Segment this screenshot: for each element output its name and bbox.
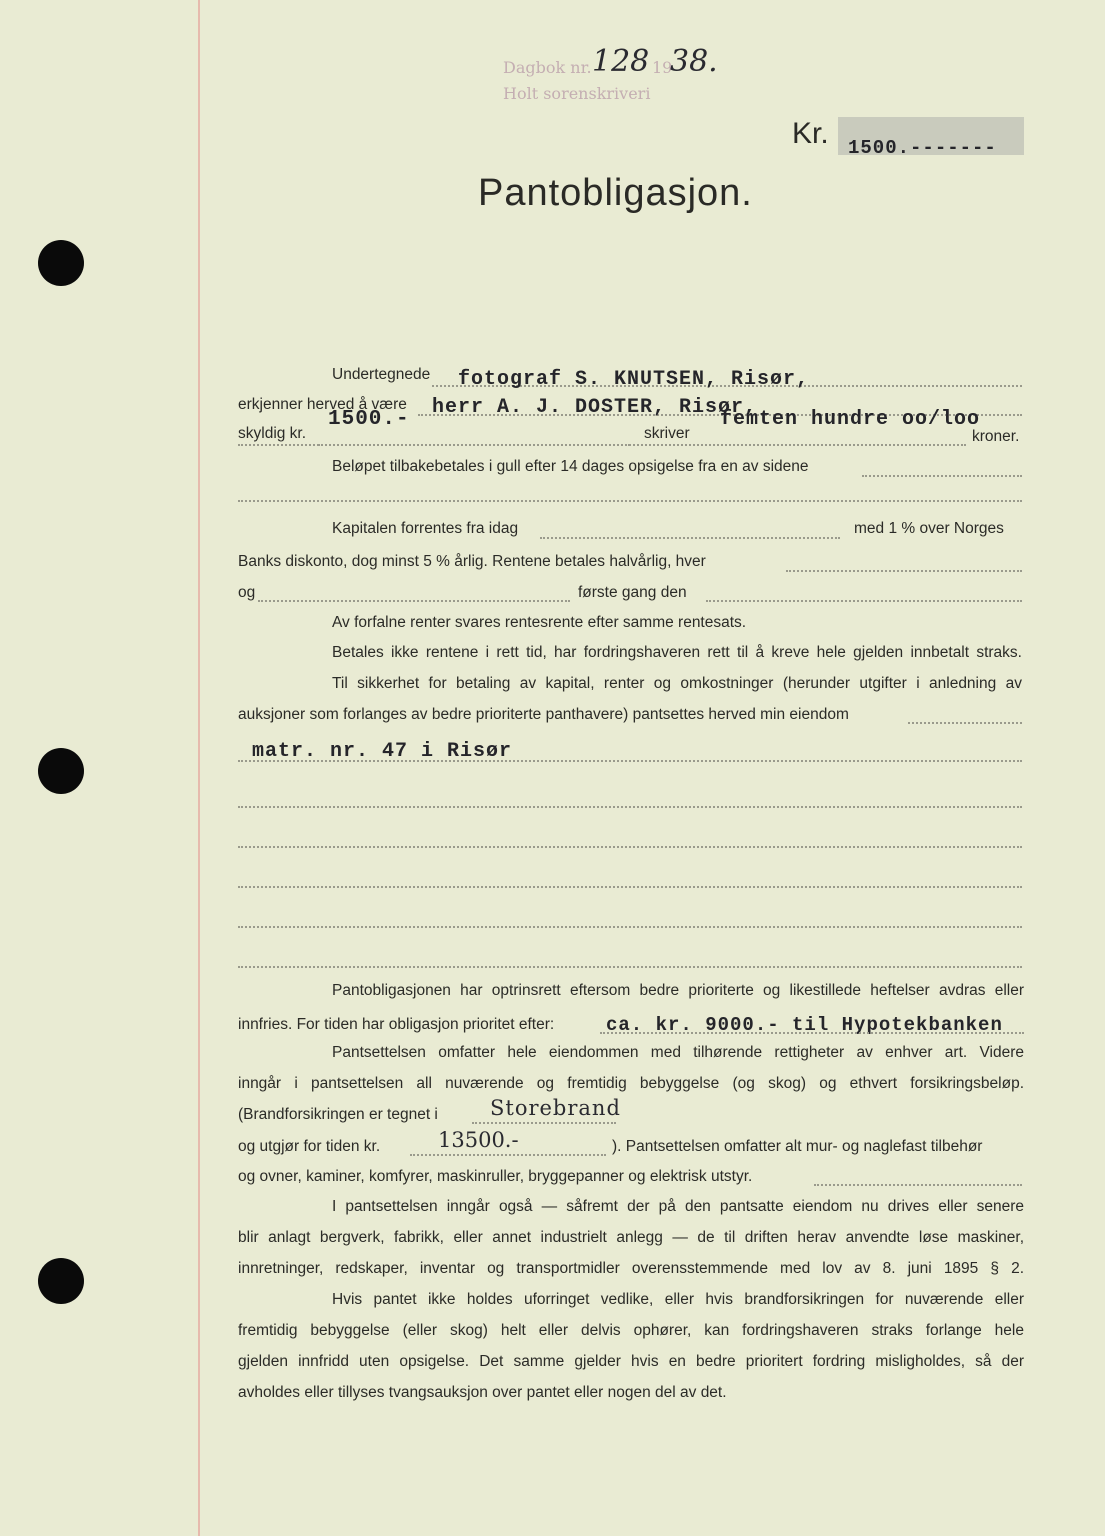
- insured-amount-value: 13500.-: [438, 1128, 519, 1152]
- scope-text-1: Pantsettelsen omfatter hele eiendommen med tilhørende rettigheter av enhver art. Videre: [332, 1044, 1024, 1061]
- stamp-dagbok-number: 128: [592, 44, 650, 79]
- maintenance-text-1: Hvis pantet ikke holdes uforringet vedlike, eller hvis brandforsikringen for nuværende eller: [332, 1291, 1024, 1308]
- interest-from-text: Kapitalen forrentes fra idag: [332, 520, 519, 537]
- security-text-2: auksjoner som forlanges av bedre prioriterte panthavere) pantsettes herved min eiendom: [238, 706, 849, 723]
- stamp-court: Holt sorenskriveri: [503, 84, 651, 103]
- punch-hole-middle: [38, 748, 84, 794]
- interest-rate-text: med 1 % over Norges: [854, 520, 1004, 537]
- insured-amount-suffix: ). Pantsettelsen omfatter alt mur- og naglefast tilbehør: [612, 1138, 983, 1155]
- first-time-line: [706, 600, 1022, 602]
- undersigned-label: Undertegnede: [332, 366, 431, 383]
- bank-discount-line: [786, 570, 1022, 572]
- kroner-label: kroner.: [972, 428, 1020, 445]
- security-text-1: Til sikkerhet for betaling av kapital, renter og omkostninger (herunder utgifter i anledning av: [332, 675, 1022, 692]
- repayment-line-2: [238, 500, 1022, 502]
- security-line: [908, 722, 1022, 724]
- maintenance-text-3: gjelden innfridd uten opsigelse. Det samme gjelder hvis en bedre prioritert fordring misligholdes, så der: [238, 1353, 1024, 1370]
- industrial-text-3: innretninger, redskaper, inventar og transportmidler overensstemmende med lov av 8. juni 1895 § 2.: [238, 1260, 1024, 1277]
- margin-rule: [198, 0, 200, 1536]
- writes-label: skriver: [644, 425, 690, 442]
- priority-text-2: innfries. For tiden har obligasjon prioritet efter:: [238, 1016, 555, 1033]
- property-value: matr. nr. 47 i Risør: [252, 740, 513, 763]
- property-line-4: [238, 886, 1022, 888]
- maintenance-text-4: avholdes eller tillyses tvangsauksjon over pantet eller nogen del av det.: [238, 1384, 727, 1401]
- maintenance-text-2: fremtidig bebyggelse (eller skog) helt eller delvis ophører, kan fordringshaveren straks forlange hele: [238, 1322, 1024, 1339]
- priority-value: ca. kr. 9000.- til Hypotekbanken: [606, 1014, 1003, 1036]
- creditor-value: herr A. J. DOSTER, Risør,: [432, 396, 758, 419]
- overdue-interest-text: Av forfalne renter svares rentesrente efter samme rentesats.: [332, 614, 747, 631]
- writes-value: femten hundre oo/loo: [720, 408, 981, 431]
- industrial-text-1: I pantsettelsen inngår også — såfremt der på den pantsatte eiendom nu drives eller senere: [332, 1198, 1024, 1215]
- document-title: Pantobligasjon.: [478, 172, 753, 214]
- stamp-year-prefix: 19: [652, 58, 673, 77]
- amount-value: 1500.-------: [848, 137, 997, 159]
- property-line-5: [238, 926, 1022, 928]
- insured-amount-label: og utgjør for tiden kr.: [238, 1138, 381, 1155]
- industrial-text-2: blir anlagt bergverk, fabrikk, eller annet industrielt anlegg — de til driften herav anvendte løse maskiner,: [238, 1229, 1024, 1246]
- stamp-dagbok-label: Dagbok nr.: [503, 58, 592, 77]
- property-line-1: [238, 760, 1022, 762]
- repayment-line: [862, 475, 1022, 477]
- amount-label: Kr.: [792, 117, 829, 150]
- and-label: og: [238, 584, 256, 601]
- property-line-6: [238, 966, 1022, 968]
- equipment-line: [814, 1184, 1022, 1186]
- property-line-3: [238, 846, 1022, 848]
- stamp-year: 38.: [670, 44, 718, 79]
- acknowledge-label: erkjenner herved å være: [238, 396, 407, 413]
- insured-amount-line: [410, 1154, 606, 1156]
- owing-value: 1500.-: [328, 408, 410, 431]
- first-time-text: første gang den: [578, 584, 687, 601]
- late-payment-text: Betales ikke rentene i rett tid, har fordringshaveren rett til å kreve hele gjelden innbetalt straks.: [332, 644, 1022, 661]
- owing-label: skyldig kr.: [238, 425, 307, 442]
- equipment-text: og ovner, kaminer, komfyrer, maskinruller, bryggepanner og elektrisk utstyr.: [238, 1168, 753, 1185]
- priority-line: [600, 1032, 1024, 1034]
- priority-text-1: Pantobligasjonen har optrinsrett eftersom bedre prioriterte og likestillede heftelser avdras eller: [332, 982, 1024, 999]
- insurance-company: Storebrand: [490, 1096, 621, 1120]
- repayment-text: Beløpet tilbakebetales i gull efter 14 dages opsigelse fra en av sidene: [332, 458, 809, 475]
- interest-from-line: [540, 537, 840, 539]
- property-line-2: [238, 806, 1022, 808]
- insurance-line: [472, 1122, 616, 1124]
- writes-line: [238, 444, 966, 446]
- punch-hole-top: [38, 240, 84, 286]
- scope-text-2: inngår i pantsettelsen all nuværende og fremtidig bebyggelse (og skog) og ethvert forsikringsbeløp.: [238, 1075, 1024, 1092]
- punch-hole-bottom: [38, 1258, 84, 1304]
- bank-discount-text: Banks diskonto, dog minst 5 % årlig. Rentene betales halvårlig, hver: [238, 553, 706, 570]
- and-line: [258, 600, 570, 602]
- undersigned-value: fotograf S. KNUTSEN, Risør,: [458, 368, 810, 391]
- insurance-label: (Brandforsikringen er tegnet i: [238, 1106, 438, 1123]
